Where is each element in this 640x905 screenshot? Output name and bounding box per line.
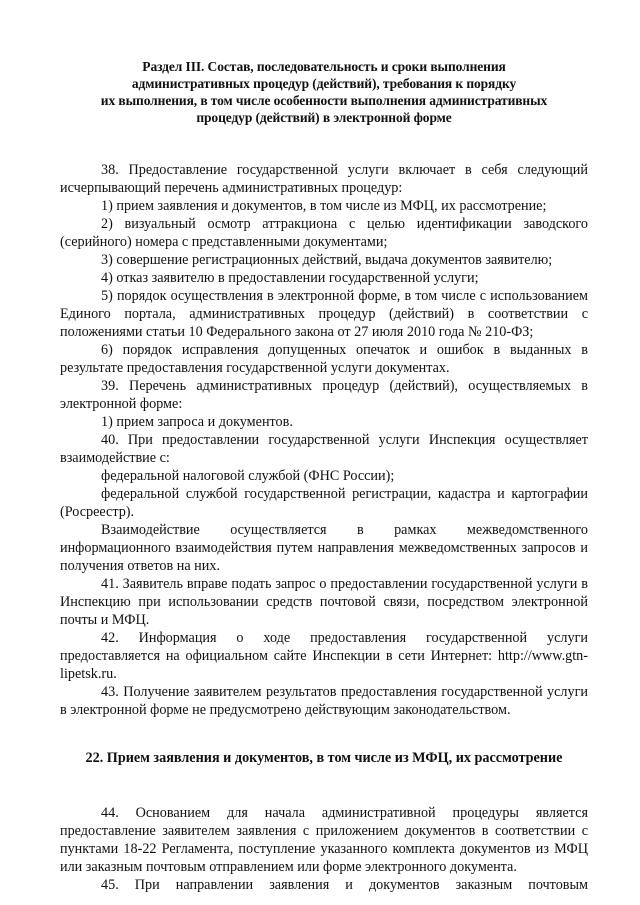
section-heading-line: Раздел III. Состав, последовательность и сроки выполнения <box>142 59 506 74</box>
section-heading <box>60 58 588 126</box>
section-heading-line: процедур (действий) в электронной форме <box>196 110 452 125</box>
list-item-1: 1) прием заявления и документов, в том числе из МФЦ, их рассмотрение; <box>101 198 547 214</box>
document-content <box>60 58 588 894</box>
interaction-item-rosreestr: федеральной службой государственной регистрации, кадастра и картографии (Росреестр). <box>60 486 588 520</box>
list-item-5: 5) порядок осуществления в электронной форме, в том числе с использованием Единого портала, административных процедур (действий) в соответствии с положениями статьи 10 Федерального закона от 27 июля 2010 года № 210-ФЗ; <box>60 288 588 340</box>
paragraph-38: 38. Предоставление государственной услуги включает в себя следующий исчерпывающий перечень административных процедур: <box>60 162 588 196</box>
subsection-heading: 22. Прием заявления и документов, в том числе из МФЦ, их рассмотрение <box>85 750 563 766</box>
paragraph-39: 39. Перечень административных процедур (действий), осуществляемых в электронной форме: <box>60 378 588 412</box>
paragraph-44: 44. Основанием для начала административной процедуры является предоставление заявителем заявления с приложением документов в соответствии с пунктами 18-22 Регламента, поступление указанного комплекта документов из МФЦ или заказным почтовым отправлением или форме электронного документа. <box>60 805 588 875</box>
interaction-paragraph: Взаимодействие осуществляется в рамках межведомственного информационного взаимодействия путем направления межведомственных запросов и получения ответов на них. <box>60 522 588 574</box>
body-text <box>60 161 588 894</box>
list-item-4: 4) отказ заявителю в предоставлении государственной услуги; <box>101 270 479 286</box>
paragraph-42: 42. Информация о ходе предоставления государственной услуги предоставляется на официальном сайте Инспекции в сети Интернет: http://www.gtn-lipetsk.ru. <box>60 630 588 682</box>
section-heading-line: их выполнения, в том числе особенности выполнения административных <box>100 93 548 108</box>
list-item-6: 6) порядок исправления допущенных опечаток и ошибок в выданных в результате предоставления государственной услуги документах. <box>60 342 588 376</box>
list-item-2: 2) визуальный осмотр аттракциона с целью идентификации заводского (серийного) номера с представленными документами; <box>60 216 588 250</box>
paragraph-45: 45. При направлении заявления и документов заказным почтовым <box>101 877 588 893</box>
section-heading-line: административных процедур (действий), требования к порядку <box>131 76 517 91</box>
interaction-item-fns: федеральной налоговой службой (ФНС России); <box>101 468 395 484</box>
list-item-1: 1) прием запроса и документов. <box>101 414 293 430</box>
paragraph-41: 41. Заявитель вправе подать запрос о предоставлении государственной услуги в Инспекцию при использовании средств почтовой связи, посредством электронной почты и МФЦ. <box>60 576 588 628</box>
paragraph-43: 43. Получение заявителем результатов предоставления государственной услуги в электронной форме не предусмотрено действующим законодательством. <box>60 684 588 718</box>
paragraph-40: 40. При предоставлении государственной услуги Инспекция осуществляет взаимодействие с: <box>60 432 588 466</box>
list-item-3: 3) совершение регистрационных действий, выдача документов заявителю; <box>101 252 553 268</box>
